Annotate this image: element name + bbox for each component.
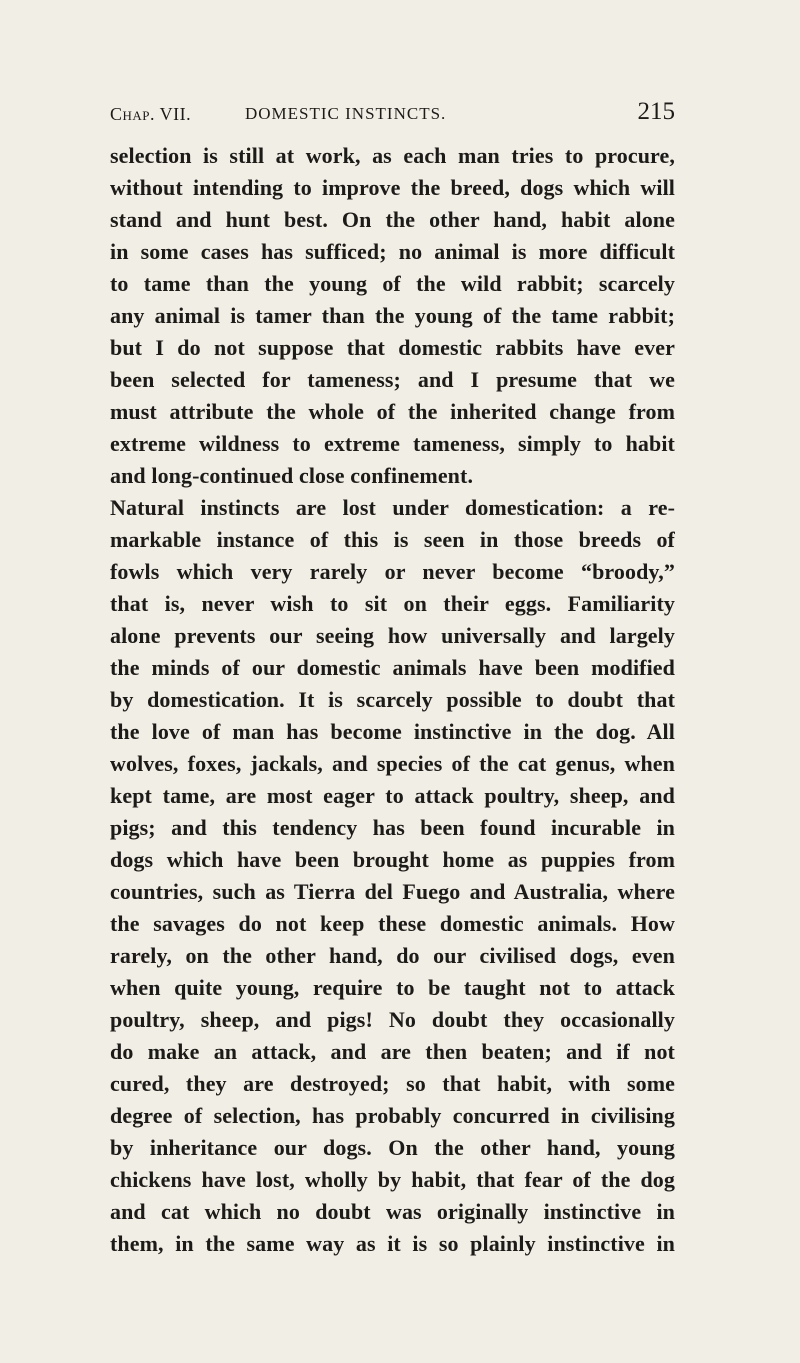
running-header (110, 98, 675, 132)
text-line: them, in the same way as it is so plainly instinctive in (110, 1231, 675, 1256)
text-line: without intending to improve the breed, dogs which will (110, 175, 675, 200)
text-line: alone prevents our seeing how universally and largely (110, 623, 675, 648)
text-line: but I do not suppose that domestic rabbits have ever (110, 335, 675, 360)
text-line: do make an attack, and are then beaten; and if not (110, 1039, 675, 1064)
paragraph-start-line: Natural instincts are lost under domestication: a re- (110, 495, 675, 520)
body-text (110, 140, 675, 1260)
text-line: degree of selection, has probably concurred in civilising (110, 1103, 675, 1128)
running-title: DOMESTIC INSTINCTS. (245, 104, 447, 123)
text-line: rarely, on the other hand, do our civilised dogs, even (110, 943, 675, 968)
text-line: any animal is tamer than the young of the tame rabbit; (110, 303, 675, 328)
text-line: markable instance of this is seen in those breeds of (110, 527, 675, 552)
text-line: chickens have lost, wholly by habit, that fear of the dog (110, 1167, 675, 1192)
text-line: countries, such as Tierra del Fuego and Australia, where (110, 879, 675, 904)
text-line: and long-continued close confinement. (110, 463, 474, 488)
text-line: fowls which very rarely or never become “broody,” (110, 559, 675, 584)
text-line: must attribute the whole of the inherited change from (110, 399, 675, 424)
text-line: in some cases has sufficed; no animal is more difficult (110, 239, 675, 264)
chapter-label: Chap. VII. (110, 104, 192, 124)
text-line: by inheritance our dogs. On the other hand, young (110, 1135, 675, 1160)
page-number: 215 (637, 98, 675, 125)
text-line: poultry, sheep, and pigs! No doubt they occasionally (110, 1007, 675, 1032)
text-line: that is, never wish to sit on their eggs. Familiarity (110, 591, 675, 616)
text-line: the savages do not keep these domestic animals. How (110, 911, 675, 936)
text-line: and cat which no doubt was originally instinctive in (110, 1199, 675, 1224)
text-line: by domestication. It is scarcely possible to doubt that (110, 687, 675, 712)
text-line: pigs; and this tendency has been found incurable in (110, 815, 675, 840)
text-line: the love of man has become instinctive in the dog. All (110, 719, 675, 744)
text-line: kept tame, are most eager to attack poultry, sheep, and (110, 783, 675, 808)
text-line: to tame than the young of the wild rabbit; scarcely (110, 271, 675, 296)
text-line: cured, they are destroyed; so that habit, with some (110, 1071, 675, 1096)
text-line: stand and hunt best. On the other hand, habit alone (110, 207, 675, 232)
text-line: extreme wildness to extreme tameness, simply to habit (110, 431, 675, 456)
text-line: wolves, foxes, jackals, and species of the cat genus, when (110, 751, 675, 776)
text-line: when quite young, require to be taught not to attack (110, 975, 675, 1000)
text-line: the minds of our domestic animals have been modified (110, 655, 675, 680)
text-line: dogs which have been brought home as puppies from (110, 847, 675, 872)
text-line: been selected for tameness; and I presume that we (110, 367, 675, 392)
text-line: selection is still at work, as each man tries to procure, (110, 143, 675, 168)
